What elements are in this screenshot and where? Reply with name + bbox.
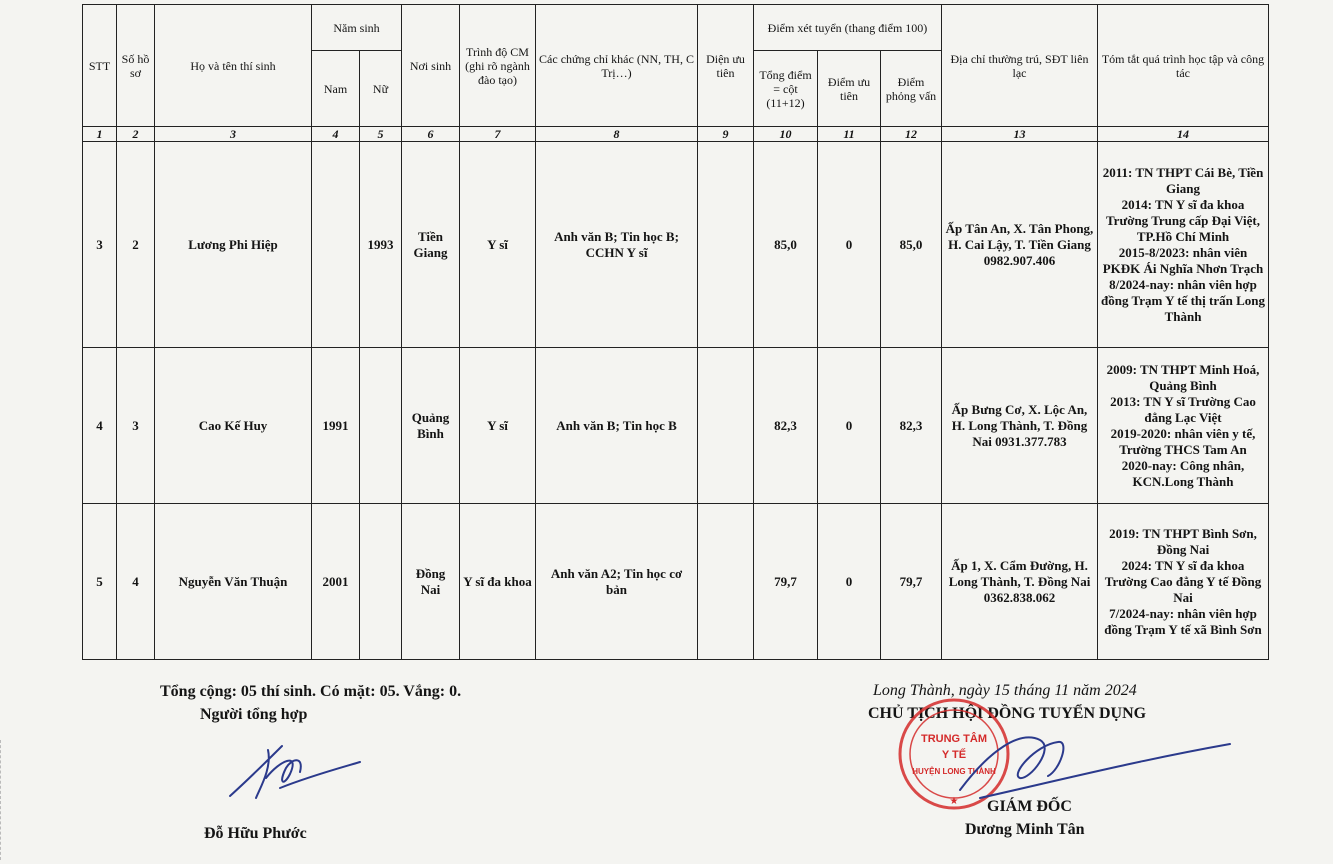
director-title: GIÁM ĐỐC	[987, 798, 1072, 815]
cell-tom-tat	[1098, 348, 1269, 504]
column-number: 8	[536, 127, 698, 142]
cell-noi-sinh: Tiền Giang	[402, 142, 460, 348]
table-row	[83, 142, 1269, 348]
seal-text: TRUNG TÂM	[921, 733, 987, 745]
column-number: 5	[360, 127, 402, 142]
column-number: 11	[818, 127, 881, 142]
cell-tong-diem: 82,3	[754, 348, 818, 504]
place-date: Long Thành, ngày 15 tháng 11 năm 2024	[873, 682, 1137, 699]
cell-nam	[312, 142, 360, 348]
summary-line: 2009: TN THPT Minh Hoá, Quảng Bình	[1106, 361, 1260, 393]
cell-noi-sinh: Quảng Bình	[402, 348, 460, 504]
cell-dia-chi: Ấp 1, X. Cẩm Đường, H. Long Thành, T. Đồng Nai 0362.838.062	[942, 504, 1098, 660]
header-tong-diem: Tổng điểm = cột (11+12)	[754, 51, 818, 127]
summary-line: 2019: TN THPT Bình Sơn, Đồng Nai	[1109, 525, 1257, 557]
compiler-name: Đỗ Hữu Phước	[204, 825, 307, 842]
table-row	[83, 504, 1269, 660]
compiler-signature-icon	[220, 738, 370, 808]
summary-line: 2014: TN Y sĩ đa khoa Trường Trung cấp Đại Việt, TP.Hồ Chí Minh	[1105, 196, 1261, 244]
candidate-table	[82, 4, 1269, 660]
summary-line: 7/2024-nay: nhân viên hợp đồng Trạm Y tế xã Bình Sơn	[1104, 605, 1262, 637]
summary-line: 2019-2020: nhân viên y tế, Trường THCS Tam An	[1110, 425, 1256, 457]
cell-so-ho-so: 2	[117, 142, 155, 348]
cell-dien-uu-tien	[698, 504, 754, 660]
column-number-row	[83, 127, 1269, 142]
director-name: Dương Minh Tân	[965, 821, 1085, 838]
column-number: 4	[312, 127, 360, 142]
seal-text: Y TẾ	[941, 749, 967, 761]
cell-stt: 4	[83, 348, 117, 504]
cell-tom-tat	[1098, 504, 1269, 660]
header-so-ho-so: Số hồ sơ	[117, 5, 155, 127]
summary-line: 2015-8/2023: nhân viên PKĐK Ái Nghĩa Nhơn Trạch	[1102, 244, 1264, 276]
cell-chung-chi: Anh văn B; Tin học B	[536, 348, 698, 504]
total-summary: Tổng cộng: 05 thí sinh. Có mặt: 05. Vắng: 0.	[160, 683, 462, 700]
summary-line: 2013: TN Y sĩ Trường Cao đẳng Lạc Việt	[1110, 393, 1256, 425]
cell-ho-ten: Cao Kế Huy	[155, 348, 312, 504]
cell-trinh-do: Y sĩ	[460, 142, 536, 348]
cell-chung-chi: Anh văn B; Tin học B; CCHN Y sĩ	[536, 142, 698, 348]
cell-nu: 1993	[360, 142, 402, 348]
column-number: 10	[754, 127, 818, 142]
header-ho-ten: Họ và tên thí sinh	[155, 5, 312, 127]
cell-diem-uu-tien: 0	[818, 142, 881, 348]
summary-line: 2011: TN THPT Cái Bè, Tiền Giang	[1102, 164, 1264, 196]
compiler-title: Người tổng hợp	[200, 706, 308, 723]
header-stt: STT	[83, 5, 117, 127]
header-trinh-do: Trình độ CM (ghi rõ ngành đào tạo)	[460, 5, 536, 127]
cell-diem-phong-van: 85,0	[881, 142, 942, 348]
cell-nu	[360, 348, 402, 504]
header-nam-sinh: Năm sinh	[312, 5, 402, 51]
column-number: 9	[698, 127, 754, 142]
column-number: 6	[402, 127, 460, 142]
scan-edge-divider	[0, 740, 4, 860]
cell-nam: 2001	[312, 504, 360, 660]
cell-dien-uu-tien	[698, 348, 754, 504]
cell-stt: 3	[83, 142, 117, 348]
column-number: 12	[881, 127, 942, 142]
summary-line: 2020-nay: Công nhân, KCN.Long Thành	[1121, 457, 1245, 489]
header-nam: Nam	[312, 51, 360, 127]
cell-dien-uu-tien	[698, 142, 754, 348]
cell-so-ho-so: 4	[117, 504, 155, 660]
svg-text:★: ★	[949, 796, 959, 807]
header-nu: Nữ	[360, 51, 402, 127]
column-number: 13	[942, 127, 1098, 142]
cell-ho-ten: Nguyễn Văn Thuận	[155, 504, 312, 660]
header-diem-xet-tuyen: Điểm xét tuyển (thang điểm 100)	[754, 5, 942, 51]
cell-diem-phong-van: 79,7	[881, 504, 942, 660]
cell-tom-tat	[1098, 142, 1269, 348]
cell-ho-ten: Lương Phi Hiệp	[155, 142, 312, 348]
header-dien-uu-tien: Diện ưu tiên	[698, 5, 754, 127]
cell-nam: 1991	[312, 348, 360, 504]
cell-dia-chi: Ấp Tân An, X. Tân Phong, H. Cai Lậy, T. Tiền Giang 0982.907.406	[942, 142, 1098, 348]
column-number: 1	[83, 127, 117, 142]
cell-chung-chi: Anh văn A2; Tin học cơ bản	[536, 504, 698, 660]
header-tom-tat: Tóm tắt quá trình học tập và công tác	[1098, 5, 1269, 127]
summary-line: 2024: TN Y sĩ đa khoa Trường Cao đẳng Y tế Đồng Nai	[1104, 557, 1262, 605]
cell-diem-uu-tien: 0	[818, 348, 881, 504]
director-signature-icon	[940, 720, 1240, 810]
cell-diem-phong-van: 82,3	[881, 348, 942, 504]
cell-noi-sinh: Đồng Nai	[402, 504, 460, 660]
chair-title: CHỦ TỊCH HỘI ĐỒNG TUYỂN DỤNG	[868, 705, 1147, 722]
column-number: 2	[117, 127, 155, 142]
cell-trinh-do: Y sĩ đa khoa	[460, 504, 536, 660]
cell-diem-uu-tien: 0	[818, 504, 881, 660]
cell-tong-diem: 79,7	[754, 504, 818, 660]
seal-text: HUYỆN LONG THÀNH	[912, 767, 996, 776]
cell-tong-diem: 85,0	[754, 142, 818, 348]
cell-so-ho-so: 3	[117, 348, 155, 504]
cell-stt: 5	[83, 504, 117, 660]
header-dia-chi: Địa chỉ thường trú, SĐT liên lạc	[942, 5, 1098, 127]
header-noi-sinh: Nơi sinh	[402, 5, 460, 127]
header-chung-chi: Các chứng chỉ khác (NN, TH, C Trị…)	[536, 5, 698, 127]
header-diem-uu-tien: Điểm ưu tiên	[818, 51, 881, 127]
column-number: 3	[155, 127, 312, 142]
column-number: 7	[460, 127, 536, 142]
summary-line: 8/2024-nay: nhân viên hợp đồng Trạm Y tế thị trấn Long Thành	[1101, 276, 1265, 324]
cell-dia-chi: Ấp Bưng Cơ, X. Lộc An, H. Long Thành, T. Đồng Nai 0931.377.783	[942, 348, 1098, 504]
cell-nu	[360, 504, 402, 660]
column-number: 14	[1098, 127, 1269, 142]
header-diem-phong-van: Điểm phỏng vấn	[881, 51, 942, 127]
table-row	[83, 348, 1269, 504]
cell-trinh-do: Y sĩ	[460, 348, 536, 504]
